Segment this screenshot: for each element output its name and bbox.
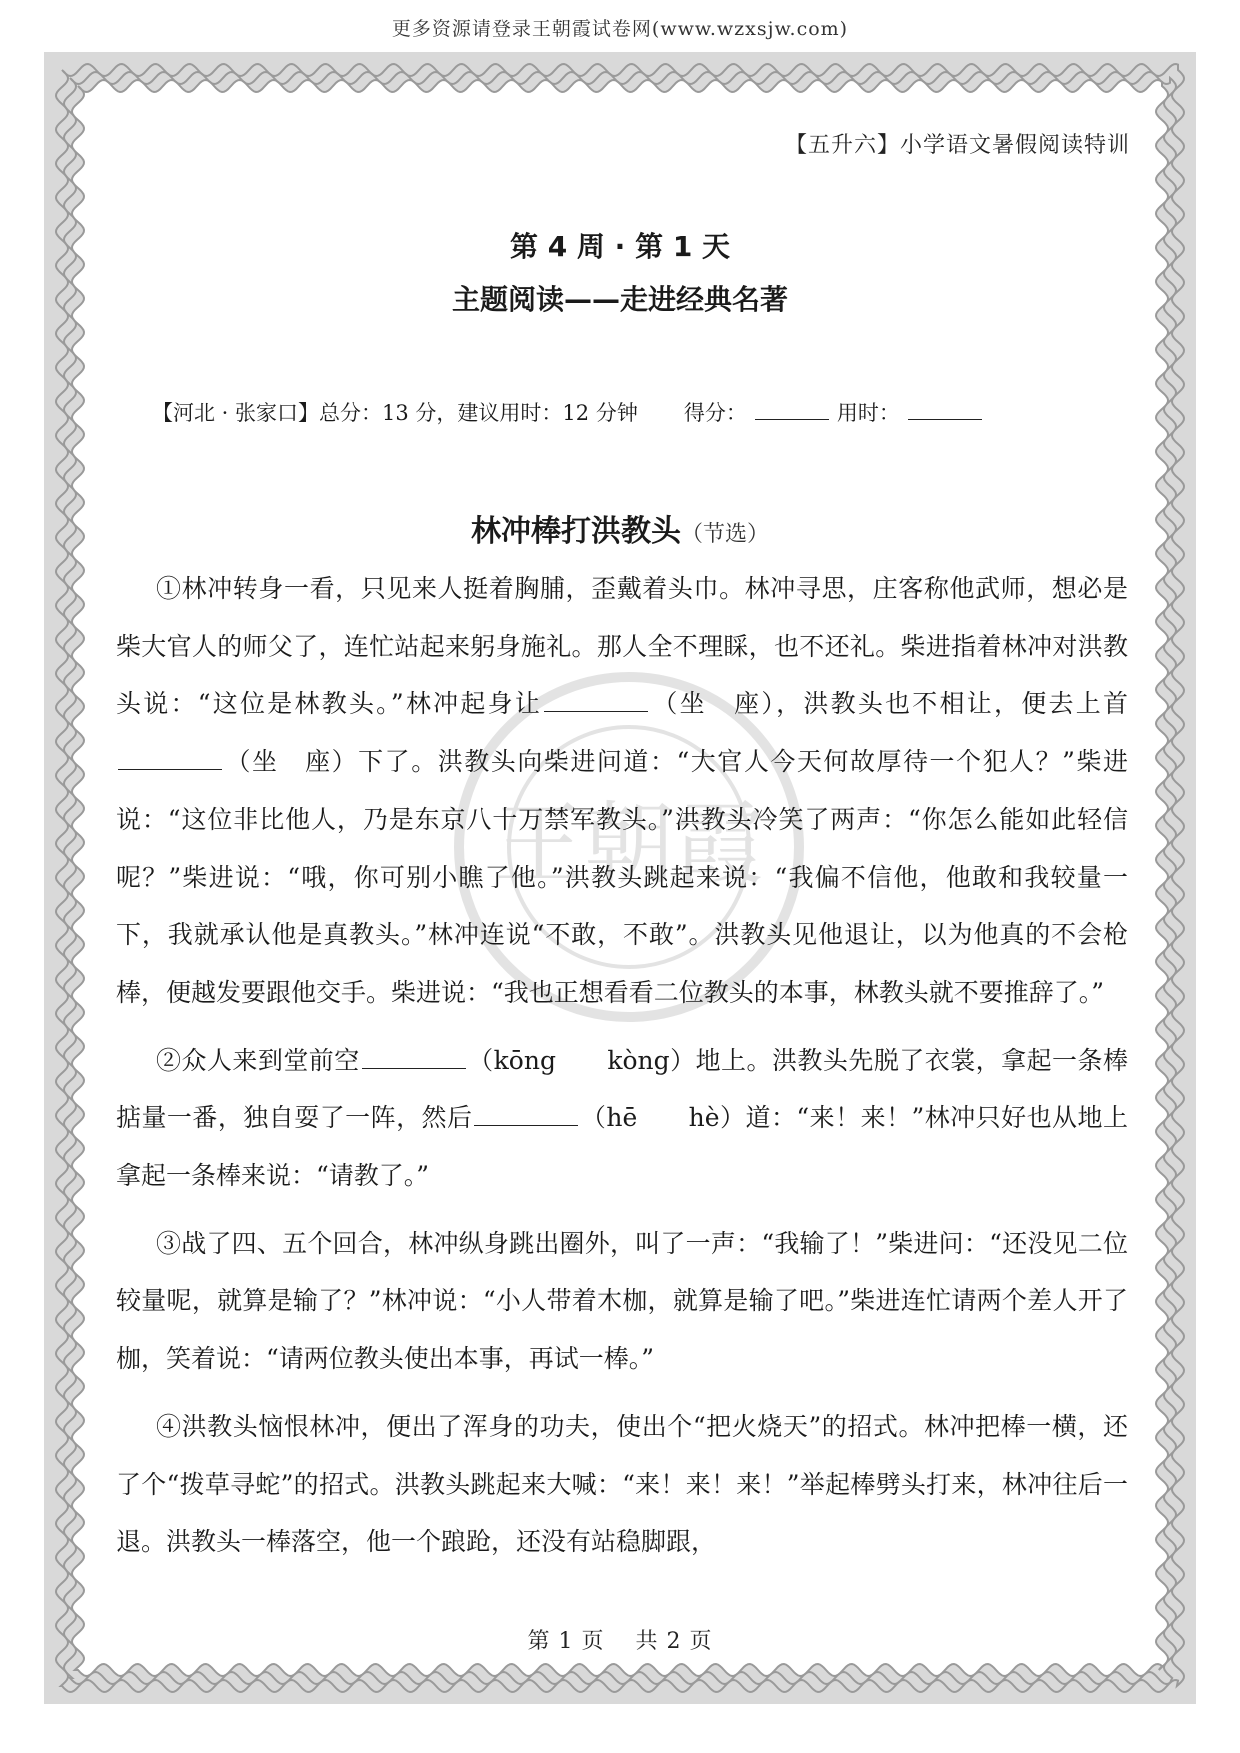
paragraph-2 xyxy=(116,1032,1128,1205)
fill-blank-4[interactable] xyxy=(474,1105,578,1126)
paragraph-1-part-c: （坐 座）下了。洪教头向柴进问道：“大官人今天何故厚待一个犯人？”柴进说：“这位非比他人，乃是东京八十万禁军教头。”洪教头冷笑了两声：“你怎么能如此轻信呢？”柴进说：“哦，你可别小瞧了他。”洪教头跳起来说：“我偏不信他，他敢和我较量一下，我就承认他是真教头。”林冲连说“不敢，不敢”。洪教头见他退让，以为他真的不会枪棒，便越发要跟他交手。柴进说：“我也正想看看二位教头的本事，林教头就不要推辞了。” xyxy=(116,747,1128,1007)
time-label: 用时： xyxy=(836,401,900,425)
paragraph-1 xyxy=(116,560,1128,1022)
resource-banner: 更多资源请登录王朝霞试卷网(www.wzxsjw.com) xyxy=(391,18,849,40)
paragraph-2-part-a: ②众人来到堂前空 xyxy=(156,1045,360,1075)
paragraph-4: ④洪教头恼恨林冲，便出了浑身的功夫，使出个“把火烧天”的招式。林冲把棒一横，还了个“拨草寻蛇”的招式。洪教头跳起来大喊：“来！来！来！”举起棒劈头打来，林冲往后一退。洪教头一棒落空，他一个踉跄，还没有站稳脚跟， xyxy=(116,1411,1128,1557)
time-blank[interactable] xyxy=(908,401,982,420)
page-footer: 第 1 页 共 2 页 xyxy=(527,1629,713,1654)
week-day-title: 第 4 周 · 第 1 天 xyxy=(509,230,731,263)
paragraph-3: ③战了四、五个回合，林冲纵身跳出圈外，叫了一声：“我输了！”柴进问：“还没见二位较量呢，就算是输了？”林冲说：“小人带着木枷，就算是输了吧。”柴进连忙请两个差人开了枷，笑着说：“请两位教头使出本事，再试一棒。” xyxy=(116,1228,1128,1374)
score-blank[interactable] xyxy=(755,401,829,420)
theme-title: 主题阅读——走进经典名著 xyxy=(451,283,788,316)
paragraph-2-part-c: （hē hè）道：“来！来！”林冲只好也从地上拿起一条棒来说：“请教了。” xyxy=(116,1103,1128,1191)
series-label: 【五升六】小学语文暑假阅读特训 xyxy=(784,133,1130,158)
fill-blank-2[interactable] xyxy=(118,749,222,770)
paragraph-2-part-b: （kōng kòng）地上。洪教头先脱了衣裳，拿起一条棒掂量一番，独自耍了一阵，然后 xyxy=(116,1045,1128,1133)
fill-blank-1[interactable] xyxy=(544,691,648,712)
passage-title xyxy=(0,506,1240,550)
score-label: 得分： xyxy=(683,401,747,425)
fill-blank-3[interactable] xyxy=(362,1048,466,1069)
region-and-score-info: 【河北 · 张家口】总分：13 分，建议用时：12 分钟 xyxy=(152,401,638,425)
passage-title-main: 林冲棒打洪教头 xyxy=(470,514,681,549)
paragraph-1-part-b: （坐 座），洪教头也不相让，便去上首 xyxy=(650,689,1128,719)
passage-title-sub: （节选） xyxy=(680,522,769,547)
passage-body xyxy=(116,560,1128,1581)
watermark-text: 王朝霞 xyxy=(494,792,764,897)
paragraph-1-part-a: ①林冲转身一看，只见来人挺着胸脯，歪戴着头巾。林冲寻思，庄客称他武师，想必是柴大官人的师父了，连忙站起来躬身施礼。那人全不理睬，也不还礼。柴进指着林冲对洪教头说：“这位是林教头。”林冲起身让 xyxy=(116,574,1128,719)
exam-info-line xyxy=(152,397,1092,427)
